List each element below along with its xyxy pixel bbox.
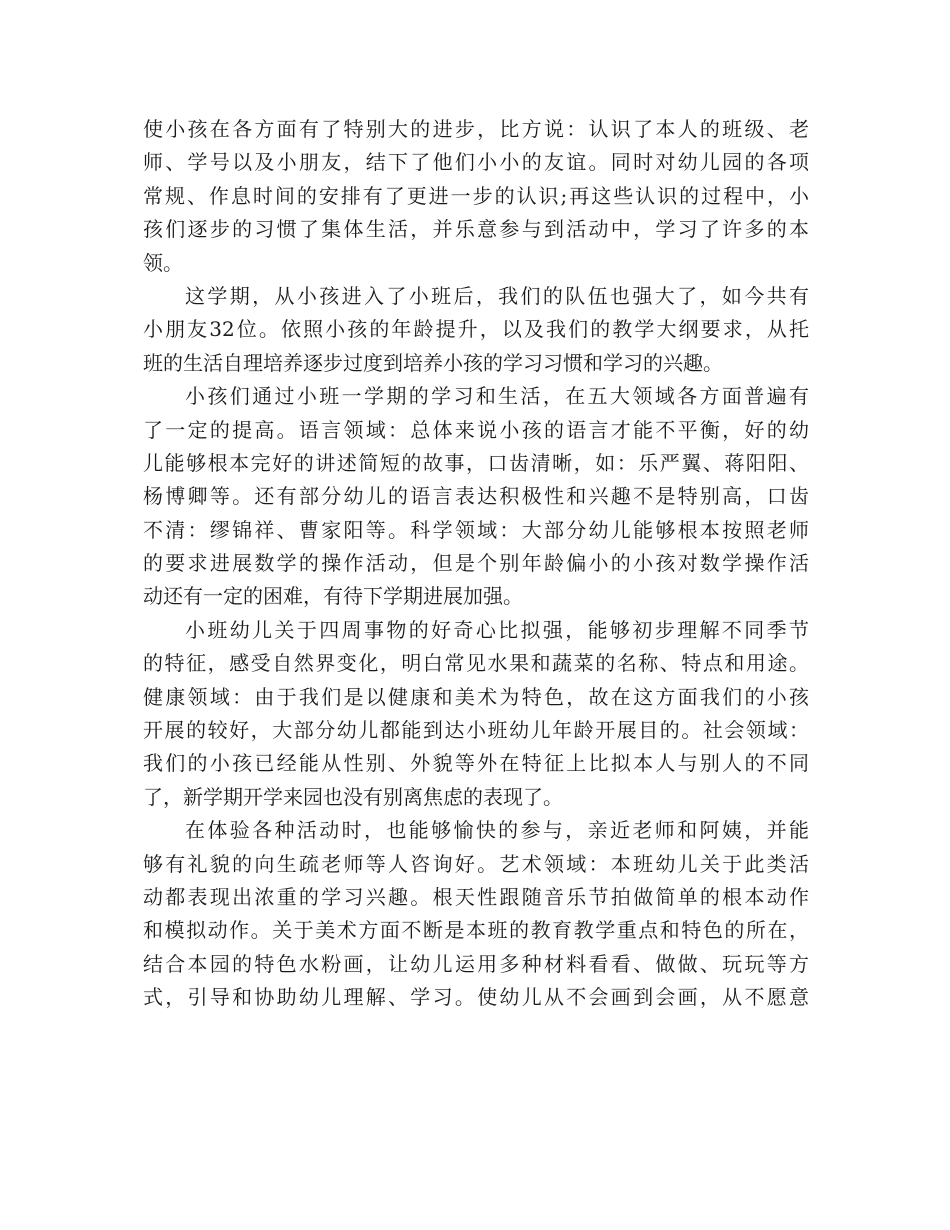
text-line: 小朋友32位。依照小孩的年龄提升，以及我们的教学大纲要求，从托 [143,317,809,342]
text-line: 了一定的提高。语言领域：总体来说小孩的语言才能不平衡，好的幼 [143,417,809,442]
text-line: 的特征，感受自然界变化，明白常见水果和蔬菜的名称、特点和用途。 [143,651,809,676]
text-line: 够有礼貌的向生疏老师等人咨询好。艺术领域：本班幼儿关于此类活 [143,851,809,876]
text-line: 常规、作息时间的安排有了更进一步的认识;再这些认识的过程中，小 [143,183,809,208]
text-line: 动都表现出浓重的学习兴趣。根天性跟随音乐节拍做简单的根本动作 [143,884,809,909]
text-line: 动还有一定的困难，有待下学期进展加强。 [143,584,523,609]
text-line: 使小孩在各方面有了特别大的进步，比方说：认识了本人的班级、老 [143,117,809,141]
text-line: 小孩们通过小班一学期的学习和生活，在五大领域各方面普遍有 [185,384,809,409]
text-line: 领。 [143,250,183,275]
text-line: 结合本园的特色水粉画，让幼儿运用多种材料看看、做做、玩玩等方 [143,951,809,976]
text-line: 我们的小孩已经能从性别、外貌等外在特征上比拟本人与别人的不同 [143,751,809,776]
text-line: 孩们逐步的习惯了集体生活，并乐意参与到活动中，学习了许多的本 [143,217,809,242]
text-line: 师、学号以及小朋友，结下了他们小小的友谊。同时对幼儿园的各项 [143,150,809,175]
text-line: 的要求进展数学的操作活动，但是个别年龄偏小的小孩对数学操作活 [143,551,809,576]
text-line: 和模拟动作。关于美术方面不断是本班的教育教学重点和特色的所在， [143,918,809,943]
text-line: 儿能够根本完好的讲述简短的故事，口齿清晰，如：乐严翼、蒋阳阳、 [143,450,809,475]
text-line: 小班幼儿关于四周事物的好奇心比拟强，能够初步理解不同季节 [185,617,809,642]
text-line: 了，新学期开学来园也没有别离焦虑的表现了。 [143,784,563,809]
text-line: 在体验各种活动时，也能够愉快的参与，亲近老师和阿姨，并能 [185,818,809,843]
text-line: 这学期，从小孩进入了小班后，我们的队伍也强大了，如今共有 [185,283,809,308]
text-line: 健康领域：由于我们是以健康和美术为特色，故在这方面我们的小孩 [143,684,809,709]
text-line: 不清：缪锦祥、曹家阳等。科学领域：大部分幼儿能够根本按照老师 [143,517,809,542]
text-line: 式，引导和协助幼儿理解、学习。使幼儿从不会画到会画，从不愿意 [143,985,809,1010]
text-line: 开展的较好，大部分幼儿都能到达小班幼儿年龄开展目的。社会领域： [143,718,809,743]
text-line: 杨博卿等。还有部分幼儿的语言表达积极性和兴趣不是特别高，口齿 [143,484,809,509]
document-body [143,113,809,1015]
text-line: 班的生活自理培养逐步过度到培养小孩的学习习惯和学习的兴趣。 [143,350,723,375]
